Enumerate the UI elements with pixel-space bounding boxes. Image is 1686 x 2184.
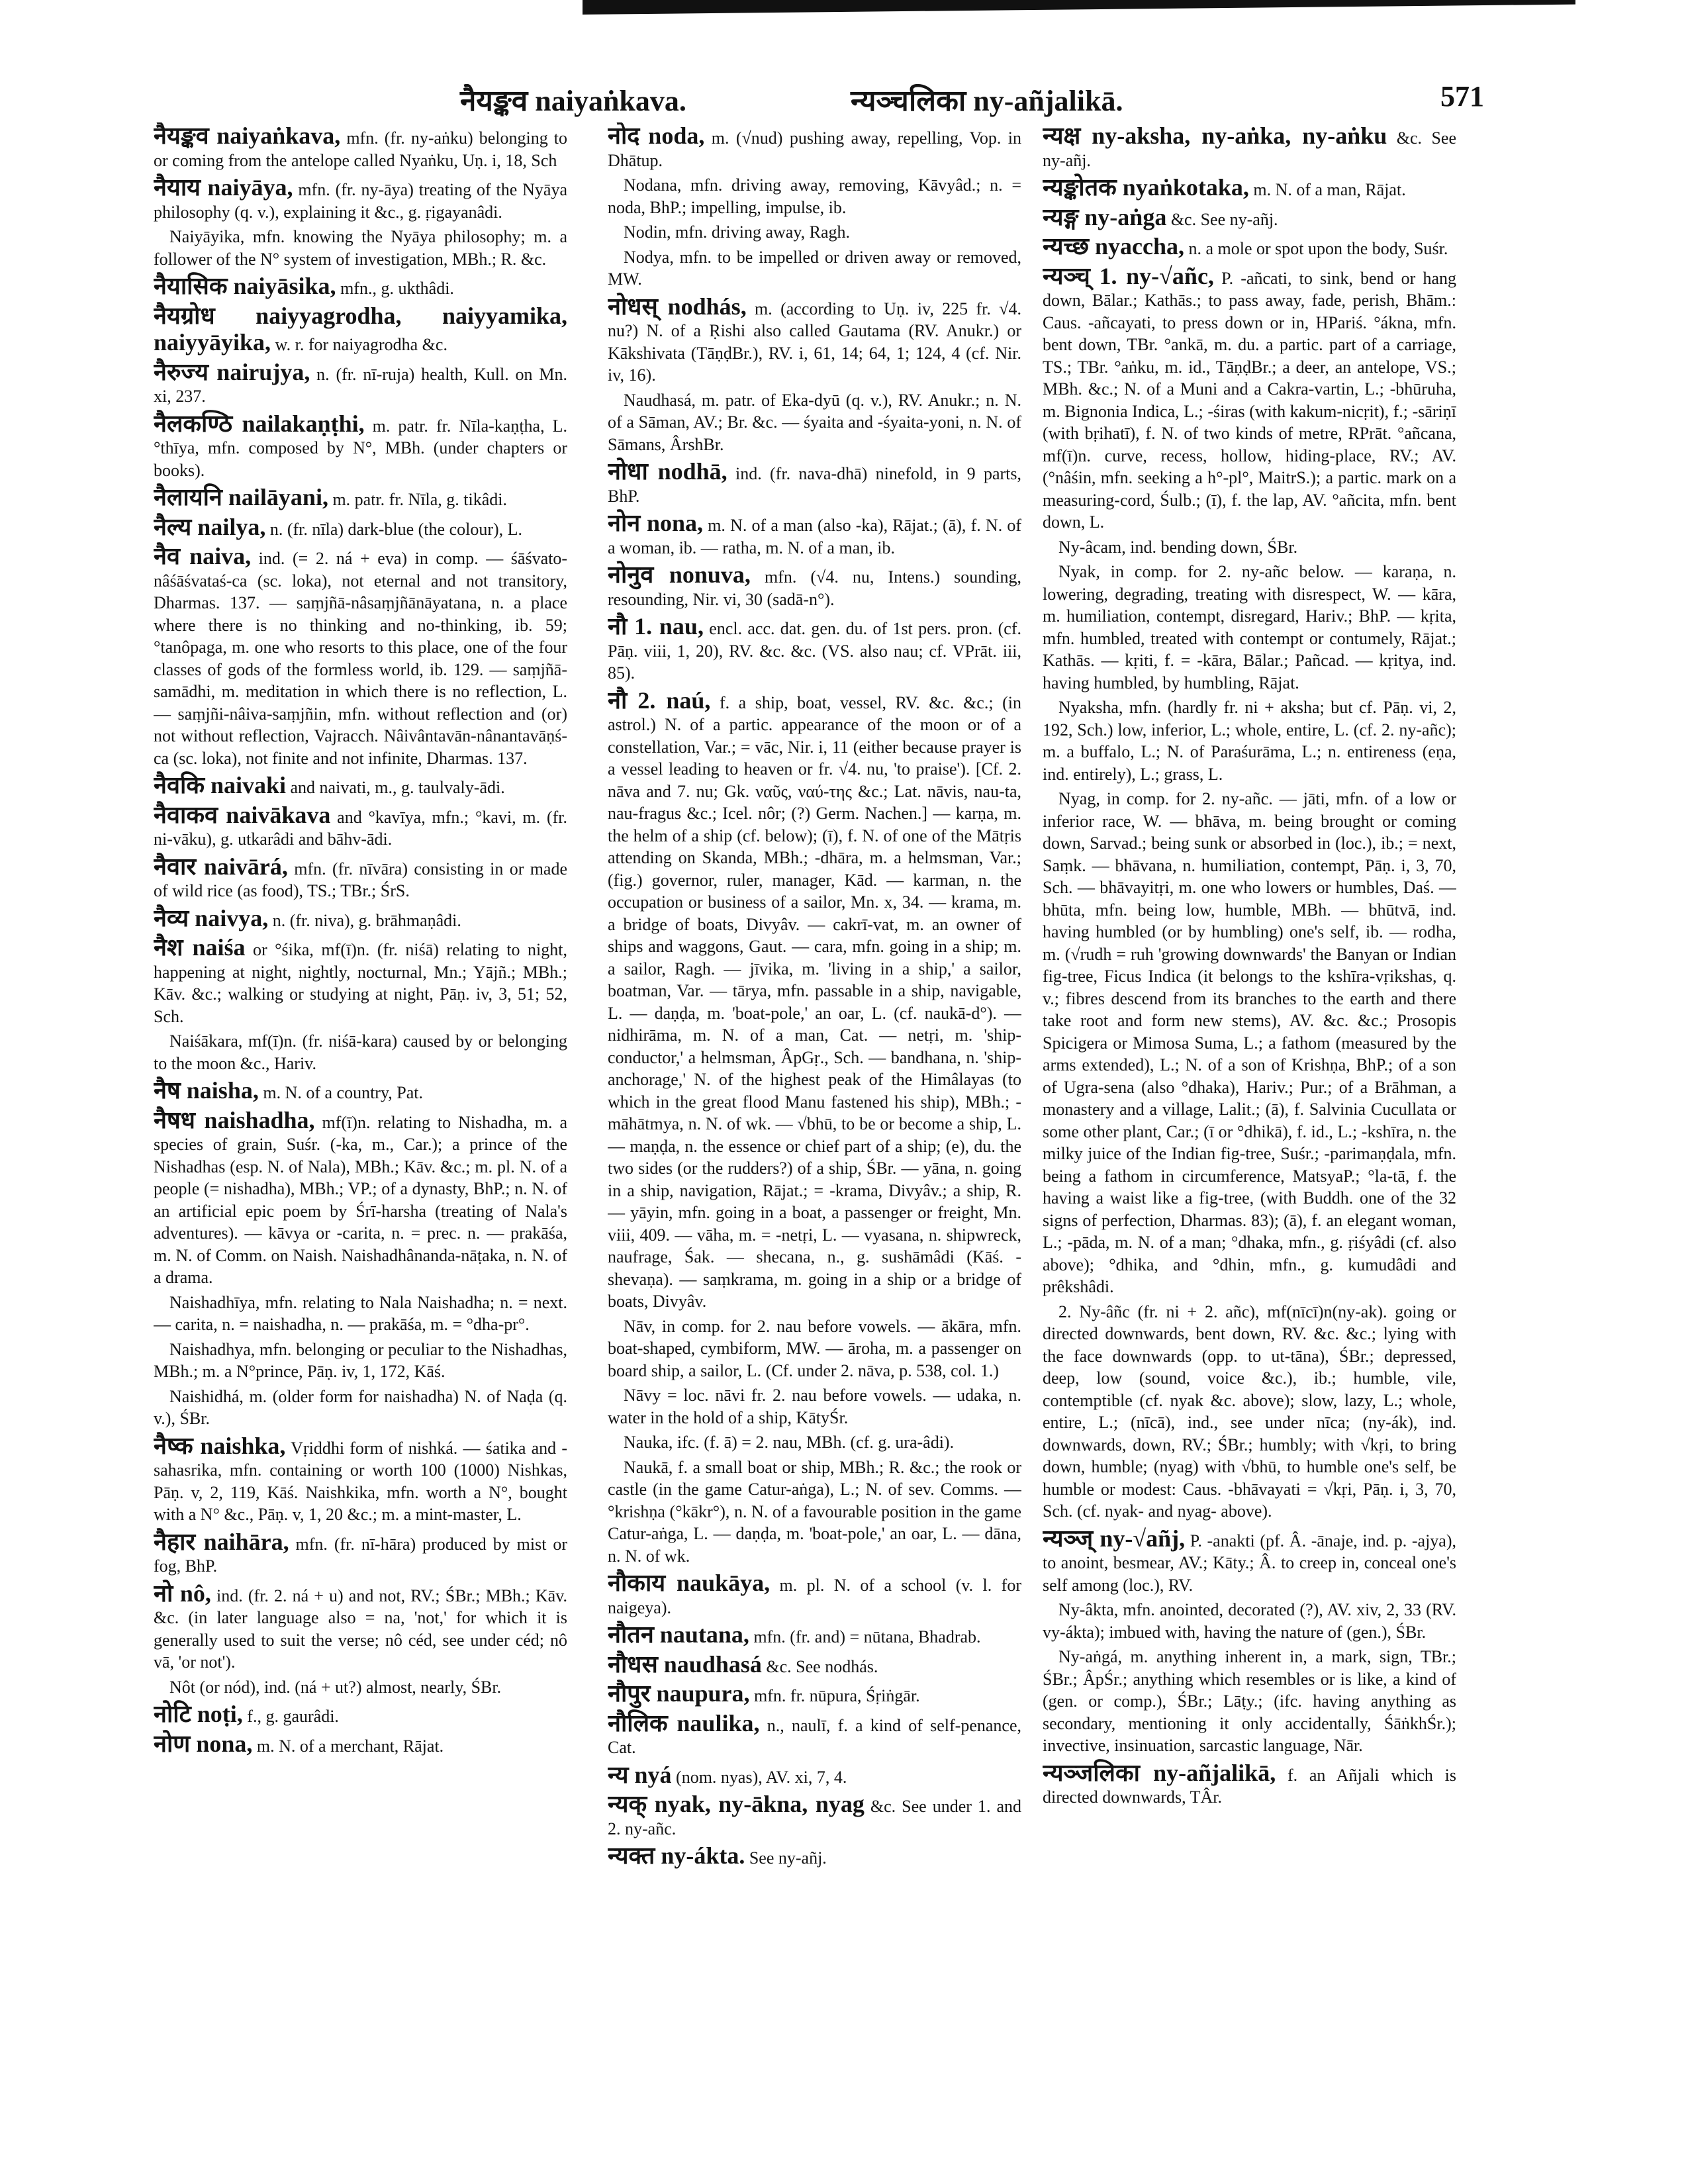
dictionary-entry [1043,174,1456,201]
dictionary-entry [154,273,567,300]
entry-definition: f., g. gaurâdi. [247,1707,339,1726]
page-number: 571 [1440,80,1484,113]
entry-headword: न्यङ्ग ny-aṅga [1043,203,1167,230]
entry-headword: नैल्य nailya, [154,513,266,540]
entry-definition: P. -anakti (pf. Â. -ānaje, ind. p. -ajya), to anoint, besmear, AV.; Kāty.; Â. to creep in, conceal one's self among (loc.), RV. [1043,1531,1456,1595]
entry-definition: m. patr. fr. Nīla, g. tikâdi. [332,490,508,509]
entry-headword: नैवकि naivaki [154,772,287,798]
entry-headword: नौकाय naukāya, [608,1570,771,1596]
entry-headword: नैयाय naiyāya, [154,174,293,201]
entry-definition: n. a mole or spot upon the body, Suśr. [1188,239,1448,258]
entry-definition: mf(ī)n. relating to Nishadha, m. a species of grain, Suśr. (-ka, m., Car.); a prince of the Nishadhas (esp. N. of Nala), MBh.; Kāv. &c.; m. pl. N. of a people (= nishadha), MBh.; VP.; of a dynasty, BhP.; n. N. of an artificial epic poem by Śrī-harsha (treating of Nala's adventures). — kāvya or -carita, n. = prec. n. — prakāśa, m. N. of Comm. on Naish. Naishadhânanda-nāṭaka, n. N. of a drama. [154,1112,567,1287]
dictionary-subentry: Nodin, mfn. driving away, Ragh. [624,222,851,242]
dictionary-entry [154,905,567,932]
dictionary-entry [154,934,567,1027]
dictionary-subentry: Naishadhya, mfn. belonging or peculiar to the Nishadhas, MBh.; m. a N°prince, Pāṇ. iv, 1, 172, Kāś. [154,1339,567,1381]
dictionary-subentry: Ny-âcam, ind. bending down, ŚBr. [1058,537,1298,557]
dictionary-subentry: Naudhasá, m. patr. of Eka-dyū (q. v.), RV. Anukr.; n. N. of a Sāman, AV.; Br. &c. — śyaita and -śyaita-yoni, n. N. of Sāmans, ÂrshBr. [608,390,1021,454]
dictionary-subentry: Nodana, mfn. driving away, removing, Kāvyâd.; n. = noda, BhP.; impelling, impulse, ib. [608,175,1021,217]
entry-definition: or °śika, mf(ī)n. (fr. niśā) relating to night, happening at night, nightly, nocturnal, Mn.; Yājñ.; MBh.; Kāv. &c.; walking or studying at night, Pāṇ. iv, 3, 51; 52, Sch. [154,940,567,1026]
dictionary-entry [608,122,1021,171]
entry-definition: f. an Añjali which is directed downwards, TÂr. [1043,1765,1456,1807]
dictionary-entry [608,687,1021,1313]
dictionary-subentry: Nāvy = loc. nāvi fr. 2. nau before vowels. — udaka, n. water in the hold of a ship, KātyŚr. [608,1386,1021,1427]
dictionary-entry [154,1077,567,1104]
entry-headword: नोटि noṭi, [154,1701,243,1727]
entry-definition: m. patr. fr. Nīla-kaṇṭha, L. °thīya, mfn. composed by N°, MBh. (under chapters or books). [154,416,567,480]
dictionary-entry [608,458,1021,507]
entry-headword: नैव्य naivya, [154,904,269,931]
entry-headword: न्यक्त ny-ákta. [608,1842,745,1869]
dictionary-entry [154,802,567,851]
entry-headword: न्यच्छ nyaccha, [1043,233,1184,260]
entry-headword: नैश naiśa [154,934,246,961]
dictionary-entry [608,1762,1021,1789]
column-1 [154,122,567,2161]
entry-headword: न्य nyá [608,1761,672,1788]
column-2 [608,122,1021,2161]
dictionary-entry [154,772,567,799]
entry-definition: Vṛiddhi form of nishká. — śatika and -sahasrika, mfn. containing or worth 100 (1000) Nishkas, Pāṇ. v, 2, 119, Kāś. Naishkika, mfn. worth a N°, bought with a N° &c., Pāṇ. v, 1, 20 &c.; m. a mint-master, L. [154,1438,567,1524]
entry-headword: न्यक्ष ny-aksha, ny-aṅka, ny-aṅku [1043,122,1387,149]
column-3 [1043,122,1456,2161]
entry-headword: नोधा nodhā, [608,458,727,485]
dictionary-entry [1043,204,1456,231]
dictionary-entry [1043,263,1456,534]
dictionary-subentry: Nyaksha, mfn. (hardly fr. ni + aksha; but cf. Pāṇ. vi, 2, 192, Sch.) low, inferior, L.; whole, entire, L. (cf. 2. ny-añc); m. a buffalo, L.; N. of Paraśurāma, L.; n. entireness (eṇa, ind. entirely), L.; grass, L. [1043,698,1456,784]
dictionary-entry [608,1842,1021,1870]
entry-definition: &c. See ny-añj. [1043,128,1456,170]
entry-headword: नैरुज्य nairujya, [154,358,310,385]
entry-definition: ind. (fr. 2. ná + u) and not, RV.; ŚBr.; MBh.; Kāv. &c. (in later language also = na, 'not,' for which it is generally used to suit the verse; nô céd, see under céd; nô vā, 'or not'). [154,1586,567,1672]
entry-headword: नैहार naihāra, [154,1528,289,1555]
dictionary-subentry: Nodya, mfn. to be impelled or driven away or removed, MW. [608,247,1021,289]
entry-definition: See ny-añj. [749,1848,827,1868]
dictionary-entry [1043,122,1456,171]
entry-definition: f. a ship, boat, vessel, RV. &c. &c.; (in astrol.) N. of a partic. appearance of the moon or of a constellation, Var.; = vāc, Nir. i, 11 (either because prayer is a vessel leading to heaven or fr. √4. nu, 'to praise'). [Cf. 2. nāva and 7. nu; Gk. ναῦς, ναύ-της &c.; Lat. nāvis, nau-ta, nau-fragus &c.; Icel. nôr; (?) Germ. Nachen.] — karṇa, m. the helm of a ship (cf. below); (ī), f. N. of one of the Mātṛis attending on Skanda, MBh.; -dhāra, m. a helmsman, Var.; (fig.) governor, ruler, manager, Kād. — karman, n. the occupation or business of a sailor, Mn. x, 34. — krama, m. a bridge of boats, Divyâv. — cakrī-vat, m. an owner of ships and waggons, Gaut. — cara, mfn. going in a ship; m. a sailor, Ragh. — jīvika, m. 'living in a ship,' a sailor, boatman, Var. — tārya, mfn. passable in a ship, navigable, L. — daṇḍa, m. 'boat-pole,' an oar, L. (cf. naukā-d°). — nidhirāma, m. N. of a man, Cat. — netṛi, m. 'ship-conductor,' a helmsman, ÂpGṛ., Sch. — bandhana, n. 'ship-anchorage,' N. of the highest peak of the Himâlayas (to which in the great flood Manu fastened his ship), MBh.; -māhātmya, n. N. of wk. — √bhū, to be or become a ship, L. — maṇḍa, n. the essence or chief part of a ship; (e), du. the two sides (or the rudders?) of a ship, ŚBr. — yāna, n. going in a ship, navigation, Rājat.; = -krama, Divyâv.; a ship, R. — yāyin, mfn. going in a boat, a passenger or freight, Mn. viii, 409. — vāha, m. = -netṛi, L. — vyasana, n. shipwreck, naufrage, Śak. — shecana, n., g. sushāmâdi (Kāś. -shevaṇa). — saṃkrama, m. going in a ship or a bridge of boats, Divyâv. [608,692,1021,1311]
entry-headword: नौ 1. nau, [608,613,704,640]
entry-headword: नो nô, [154,1580,211,1607]
dictionary-subentry: Naiyāyika, mfn. knowing the Nyāya philosophy; m. a follower of the N° system of investigation, MBh.; R. &c. [154,227,567,269]
dictionary-subentry: Ny-aṅgá, m. anything inherent in, a mark, sign, TBr.; ŚBr.; ÂpŚr.; anything which resembles or is like, a kind of (gen. or comp.), ŚBr.; Lāṭy.; (ifc. having anything as secondary, mentioning it only accidentally, ŚāṅkhŚr.); invective, insinuation, sarcastic language, Nār. [1043,1647,1456,1755]
dictionary-entry [608,1791,1021,1840]
entry-headword: न्यक् nyak, ny-ākna, nyag [608,1791,865,1817]
dictionary-entry [154,303,567,356]
entry-definition: &c. See under 1. and 2. ny-añc. [608,1797,1021,1838]
entry-headword: नैयग्रोध naiyyagrodha, naiyyamika, naiyyāyika, [154,302,567,356]
entry-definition: mfn., g. ukthâdi. [340,279,454,298]
dictionary-entry [1043,233,1456,260]
header-left-headword: नैयङ्कव naiyaṅkava. [460,85,686,117]
dictionary-entry [154,359,567,408]
dictionary-subentry: Nāv, in comp. for 2. nau before vowels. — ākāra, mfn. boat-shaped, cymbiform, MW. — āroha, m. a passenger on board ship, a sailor, L. (Cf. under 2. nāva, p. 538, col. 1.) [608,1316,1021,1380]
entry-definition: mfn. (fr. ny-āya) treating of the Nyāya philosophy (q. v.), explaining it &c., g. ṛigayanâdi. [154,180,567,222]
page-header [149,79,1484,126]
dictionary-subentry: Nôt (or nód), ind. (ná + ut?) almost, nearly, ŚBr. [169,1677,502,1697]
dictionary-entry [608,1680,1021,1707]
entry-headword: नोधस् nodhás, [608,293,747,320]
entry-definition: m. N. of a man (also -ka), Rājat.; (ā), f. N. of a woman, ib. — ratha, m. N. of a man, ib. [608,516,1021,557]
entry-definition: mfn. (fr. ny-aṅku) belonging to or coming from the antelope called Nyaṅku, Uṇ. i, 18, Sch [154,128,567,170]
dictionary-entry [154,1580,567,1674]
dictionary-entry [1043,1760,1456,1809]
entry-headword: नैव naiva, [154,543,252,569]
dictionary-entry [154,853,567,902]
dictionary-entry [154,174,567,223]
entry-definition: mfn. fr. nūpura, Śṛiṅgār. [754,1686,920,1705]
dictionary-entry [608,293,1021,387]
entry-headword: नैवार naivārá, [154,853,288,880]
entry-headword: नौ 2. naú, [608,687,711,714]
entry-definition: m. (according to Uṇ. iv, 225 fr. √4. nu?) N. of a Ṛishi also called Gautama (RV. Anukr.) or Kākshivata (TāṇḍBr.), RV. i, 61, 14; 64, 1; 124, 4 (cf. Nir. iv, 16). [608,299,1021,385]
dictionary-subentry: Nyag, in comp. for 2. ny-añc. — jāti, mfn. of a low or inferior race, W. — bhāva, m. being brought or coming down, Sarvad.; being sunk or absorbed in (loc.), ib.; = next, Saṃk. — bhāvana, n. humiliation, contempt, Pāṇ. i, 3, 70, Sch. — bhāvayitṛi, m. one who lowers or humbles, Daś. — bhūta, mfn. being low, humble, MBh. — bhūtvā, ind. having humbled (or by humbling) one's self, ib. — rodha, m. (√rudh = ruh 'growing downwards' the Banyan or Indian fig-tree, Ficus Indica (it belongs to the kshīra-vṛikshas, q. v.; fibres descend from its branches to the earth and there take root and form new stems), AV. &c. &c.; Prosopis Spicigera or Mimosa Suma, L.; a fathom (measured by the arms extended), L.; N. of a son of Krishṇa, BhP.; of a son of Ugra-sena (also °dhaka), Hariv.; Pur.; of a Brāhman, a monastery and a village, Lalit.; (ā), f. Salvinia Cucullata or some other plant, Car.; (ī or °dhikā), f. id., L.; -kshīra, n. the milky juice of the Indian fig-tree, Suśr.; -parimaṇḍala, mfn. being a fathom in circumference, MatsyaP.; °la-tā, f. the having a waist like a fig-tree, (with Buddh. one of the 32 signs of perfection, Dharmas. 83); (ā), f. an elegant woman, L.; -pāda, m. N. of a man; °dhaka, mfn., g. ṛiśyâdi (cf. also above); °dhika, and °dhin, mfn., g. kumudâdi and prêkshâdi. [1043,789,1456,1296]
entry-headword: नैषध naishadha, [154,1106,315,1133]
dictionary-subentry: Nyak, in comp. for 2. ny-añc below. — karaṇa, n. lowering, degrading, treating with disrespect, W. — kāra, m. humiliation, contempt, disregard, Hariv.; BhP. — kṛita, mfn. humbled, treated with contempt or contumely, Rājat.; Kathās. — kṛiti, f. = -kāra, Bālar.; Pañcad. — kṛitya, ind. having humbled, by humbling, Rājat. [1043,562,1456,692]
entry-headword: नैलकण्ठि nailakaṇṭhi, [154,410,365,437]
dictionary-subentry: Naiśākara, mf(ī)n. (fr. niśā-kara) caused by or belonging to the moon &c., Hariv. [154,1031,567,1073]
dictionary-entry [608,1651,1021,1678]
entry-definition: mfn. (fr. and) = nūtana, Bhadrab. [753,1627,981,1646]
entry-headword: नौलिक naulika, [608,1709,760,1736]
entry-headword: नोनुव nonuva, [608,561,751,588]
entry-definition: mfn. (fr. nī-hāra) produced by mist or fog, BhP. [154,1534,567,1576]
entry-definition: ind. (= 2. ná + eva) in comp. — śāśvato-nâśāśvataś-ca (sc. loka), not eternal and not transitory, Dharmas. 137. — saṃjñā-nâsaṃjñānāyatana, n. a place where there is no thinking and no-thinking, ib. 59; °tanôpaga, m. one who resorts to this place, one of the four classes of gods of the formless world, ib. 129. — saṃjñā-samādhi, m. meditation in which there is no reflection, L. — saṃjñi-nâiva-saṃjñin, mfn. without reflection and (or) not without reflection, Vajracch. Nâivântavān-nânantavāṇś-ca (sc. loka), not finite and not infinite, Dharmas. 137. [154,549,567,768]
entry-headword: नैलायनि nailāyani, [154,484,328,510]
top-edge-rule [583,0,1575,15]
dictionary-entry [154,1731,567,1758]
dictionary-entry [608,613,1021,685]
entry-headword: नोद noda, [608,122,705,149]
entry-definition: n. (fr. nī-ruja) health, Kull. on Mn. xi, 237. [154,364,567,406]
dictionary-subentry: Naukā, f. a small boat or ship, MBh.; R. &c.; the rook or castle (in the game Catur-aṅga), L.; N. of sev. Comms. — °krishṇa (°kākr°), n. N. of a favourable position in the game Catur-aṅga, L. — daṇḍa, m. 'boat-pole,' an oar, L. — dāna, n. N. of wk. [608,1457,1021,1566]
entry-definition: n. (fr. niva), g. brāhmaṇâdi. [272,910,461,930]
entry-headword: नैष naisha, [154,1077,259,1104]
entry-definition: n., naulī, f. a kind of self-penance, Cat. [608,1715,1021,1757]
dictionary-entry [1043,1525,1456,1597]
entry-definition: m. N. of a man, Rājat. [1253,180,1406,199]
dictionary-subentry: 2. Ny-âñc (fr. ni + 2. añc), mf(nīcī)n(ny-ak). going or directed downwards, bent down, RV. &c. &c.; lying with the face downwards (opp. to ut-tāna), ŚBr.; depressed, deep, low (sound, voice &c.), ib.; humble, vile, contemptible (cf. nyak &c. above); slow, lazy, L.; whole, entire, L.; (nīcā), ind., see under nīca; (ny-ák), ind. downwards, down, RV.; ŚBr.; humbly; with √kṛi, to bring down, humble; (nyag) with √bhū, to humble one's self, be humble or modest: Caus. -bhāvayati = √kṛi, Pāṇ. i, 3, 70, Sch. (cf. nyak- and nyag- above). [1043,1302,1456,1521]
entry-headword: नौतन nautana, [608,1621,749,1648]
dictionary-entry [608,510,1021,559]
entry-definition: m. pl. N. of a school (v. l. for naigeya). [608,1576,1021,1617]
entry-headword: न्यञ्ज् ny-√añj, [1043,1525,1186,1552]
entry-headword: न्यञ्जलिका ny-añjalikā, [1043,1759,1276,1786]
entry-definition: and °kavīya, mfn.; °kavi, m. (fr. ni-vāku), g. utkarâdi and bāhv-ādi. [154,807,567,849]
entry-definition: &c. See ny-añj. [1170,209,1278,229]
entry-definition: (nom. nyas), AV. xi, 7, 4. [676,1767,847,1787]
entry-definition: w. r. for naiyagrodha &c. [275,335,447,354]
dictionary-entry [154,410,567,482]
dictionary-subentry: Nauka, ifc. (f. ā) = 2. nau, MBh. (cf. g. ura-âdi). [624,1433,955,1452]
entry-headword: न्यङ्कोतक nyaṅkotaka, [1043,174,1249,201]
entry-definition: ind. (fr. nava-dhā) ninefold, in 9 parts, BhP. [608,464,1021,506]
dictionary-entry [608,1710,1021,1759]
entry-headword: नैयासिक naiyāsika, [154,273,336,299]
dictionary-entry [608,1621,1021,1648]
entry-definition: mfn. (fr. nīvāra) consisting in or made of wild rice (as food), TS.; TBr.; ŚrS. [154,859,567,900]
entry-definition: encl. acc. dat. gen. du. of 1st pers. pron. (cf. Pāṇ. viii, 1, 20), RV. &c. &c. (VS. also nau; cf. VPrāt. iii, 85). [608,619,1021,683]
entry-definition: m. (√nud) pushing away, repelling, Vop. in Dhātup. [608,128,1021,170]
entry-headword: नैयङ्कव naiyaṅkava, [154,122,341,149]
entry-headword: नौधस naudhasá [608,1650,762,1678]
dictionary-entry [154,122,567,171]
dictionary-entry [154,1433,567,1526]
entry-headword: नोण nona, [154,1730,253,1757]
entry-definition: m. N. of a country, Pat. [263,1083,423,1102]
dictionary-subentry: Naishidhá, m. (older form for naishadha) N. of Naḍa (q. v.), ŚBr. [154,1386,567,1428]
header-right-headword: न्यञ्चलिका ny-añjalikā. [851,85,1123,117]
entry-definition: P. -añcati, to sink, bend or hang down, Bālar.; Kathās.; to pass away, fade, perish, Bhām.: Caus. -añcayati, to press down or in, HPariś. °ákna, mfn. bent down, TBr. °ankā, m. du. a partic. part of a carriage, TS.; TBr. °aṅku, m. id., TāṇḍBr.; a deer, an antelope, VS.; MBh. &c.; N. of a Muni and a Cakra-vartin, L.; -bhūruha, m. Bignonia Indica, L.; -śiras (with kakum-nicṛit), f.; -sāriṇī (with bṛihatī), f. N. of two kinds of metre, RPrāt. °añcana, mf(ī)n. curve, recess, hollow, hiding-place, RV.; AV. (°nâśin, mfn. seeking a h°-pl°, MaitrS.); a partic. mark on a measuring-cord, Śulb.; (ī), f. the lap, AV. °añcita, mfn. bent down, L. [1043,268,1456,532]
dictionary-subentry: Ny-âkta, mfn. anointed, decorated (?), AV. xiv, 2, 33 (RV. vy-ákta); imbued with, having the nature of (gen.), ŚBr. [1043,1600,1456,1642]
entry-headword: नौपुर naupura, [608,1680,750,1707]
entry-headword: न्यञ्च् 1. ny-√añc, [1043,262,1214,289]
entry-definition: mfn. (√4. nu, Intens.) sounding, resounding, Nir. vi, 30 (sadā-n°). [608,567,1021,609]
entry-definition: and naivati, m., g. taulvaly-ādi. [290,778,505,797]
dictionary-entry [154,484,567,511]
entry-definition: n. (fr. nīla) dark-blue (the colour), L. [269,519,523,539]
dictionary-entry [608,1570,1021,1619]
entry-headword: नोन nona, [608,510,704,536]
entry-headword: नैष्क naishka, [154,1432,286,1459]
entry-definition: m. N. of a merchant, Rājat. [256,1736,444,1756]
dictionary-entry [154,543,567,769]
entry-headword: नैवाकव naivākava [154,801,331,828]
dictionary-entry [154,1107,567,1289]
dictionary-subentry: Naishadhīya, mfn. relating to Nala Naishadha; n. = next. — carita, n. = naishadha, n. — prakāśa, m. = °dha-pr°. [154,1292,567,1334]
dictionary-entry [154,1529,567,1578]
dictionary-entry [608,561,1021,610]
dictionary-entry [154,1701,567,1728]
entry-definition: &c. See nodhás. [766,1656,878,1676]
dictionary-entry [154,514,567,541]
